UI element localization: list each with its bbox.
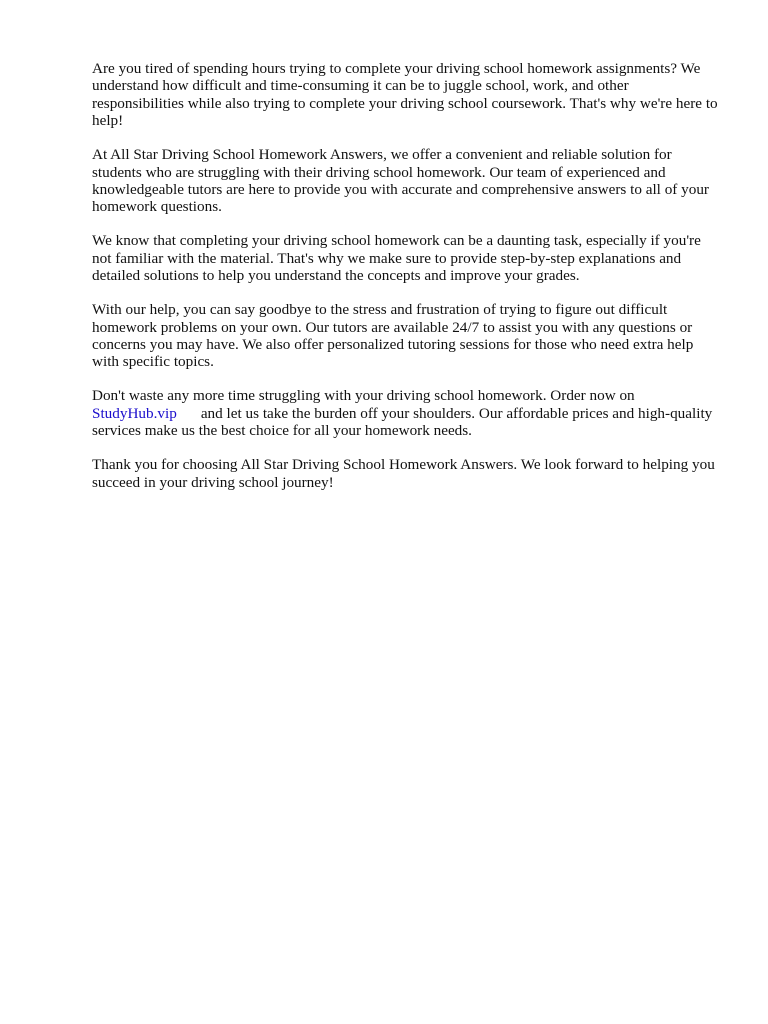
cta-text-before-link: Don't waste any more time struggling with your driving school homework. Order now on xyxy=(92,387,635,405)
paragraph-intro: Are you tired of spending hours trying to complete your driving school homework assignments? We understand how difficult and time-consuming it can be to juggle school, work, and other responsibilities while also trying to complete your driving school coursework. That's why we're here to help! xyxy=(92,60,718,130)
paragraph-closing: Thank you for choosing All Star Driving School Homework Answers. We look forward to helping you succeed in your driving school journey! xyxy=(92,456,715,491)
studyhub-link[interactable]: StudyHub.vip xyxy=(92,404,177,422)
cta-text-after-link: and let us take the burden off your shoulders. Our affordable prices and high-quality services make us the best choice for all your homework needs. xyxy=(92,404,713,440)
paragraph-support: With our help, you can say goodbye to the stress and frustration of trying to figure out difficult homework problems on your own. Our tutors are available 24/7 to assist you with any questions or concerns you may have. We also offer personalized tutoring sessions for those who need extra help with specific topics. xyxy=(92,301,694,371)
paragraph-explanations: We know that completing your driving school homework can be a daunting task, especially if you're not familiar with the material. That's why we make sure to provide step-by-step explanations and detailed solutions to help you understand the concepts and improve your grades. xyxy=(92,232,701,285)
document-body xyxy=(92,60,722,508)
paragraph-offer: At All Star Driving School Homework Answers, we offer a convenient and reliable solution for students who are struggling with their driving school homework. Our team of experienced and knowledgeable tutors are here to provide you with accurate and comprehensive answers to all of your homework questions. xyxy=(92,146,709,216)
paragraph-call-to-action xyxy=(92,387,722,439)
